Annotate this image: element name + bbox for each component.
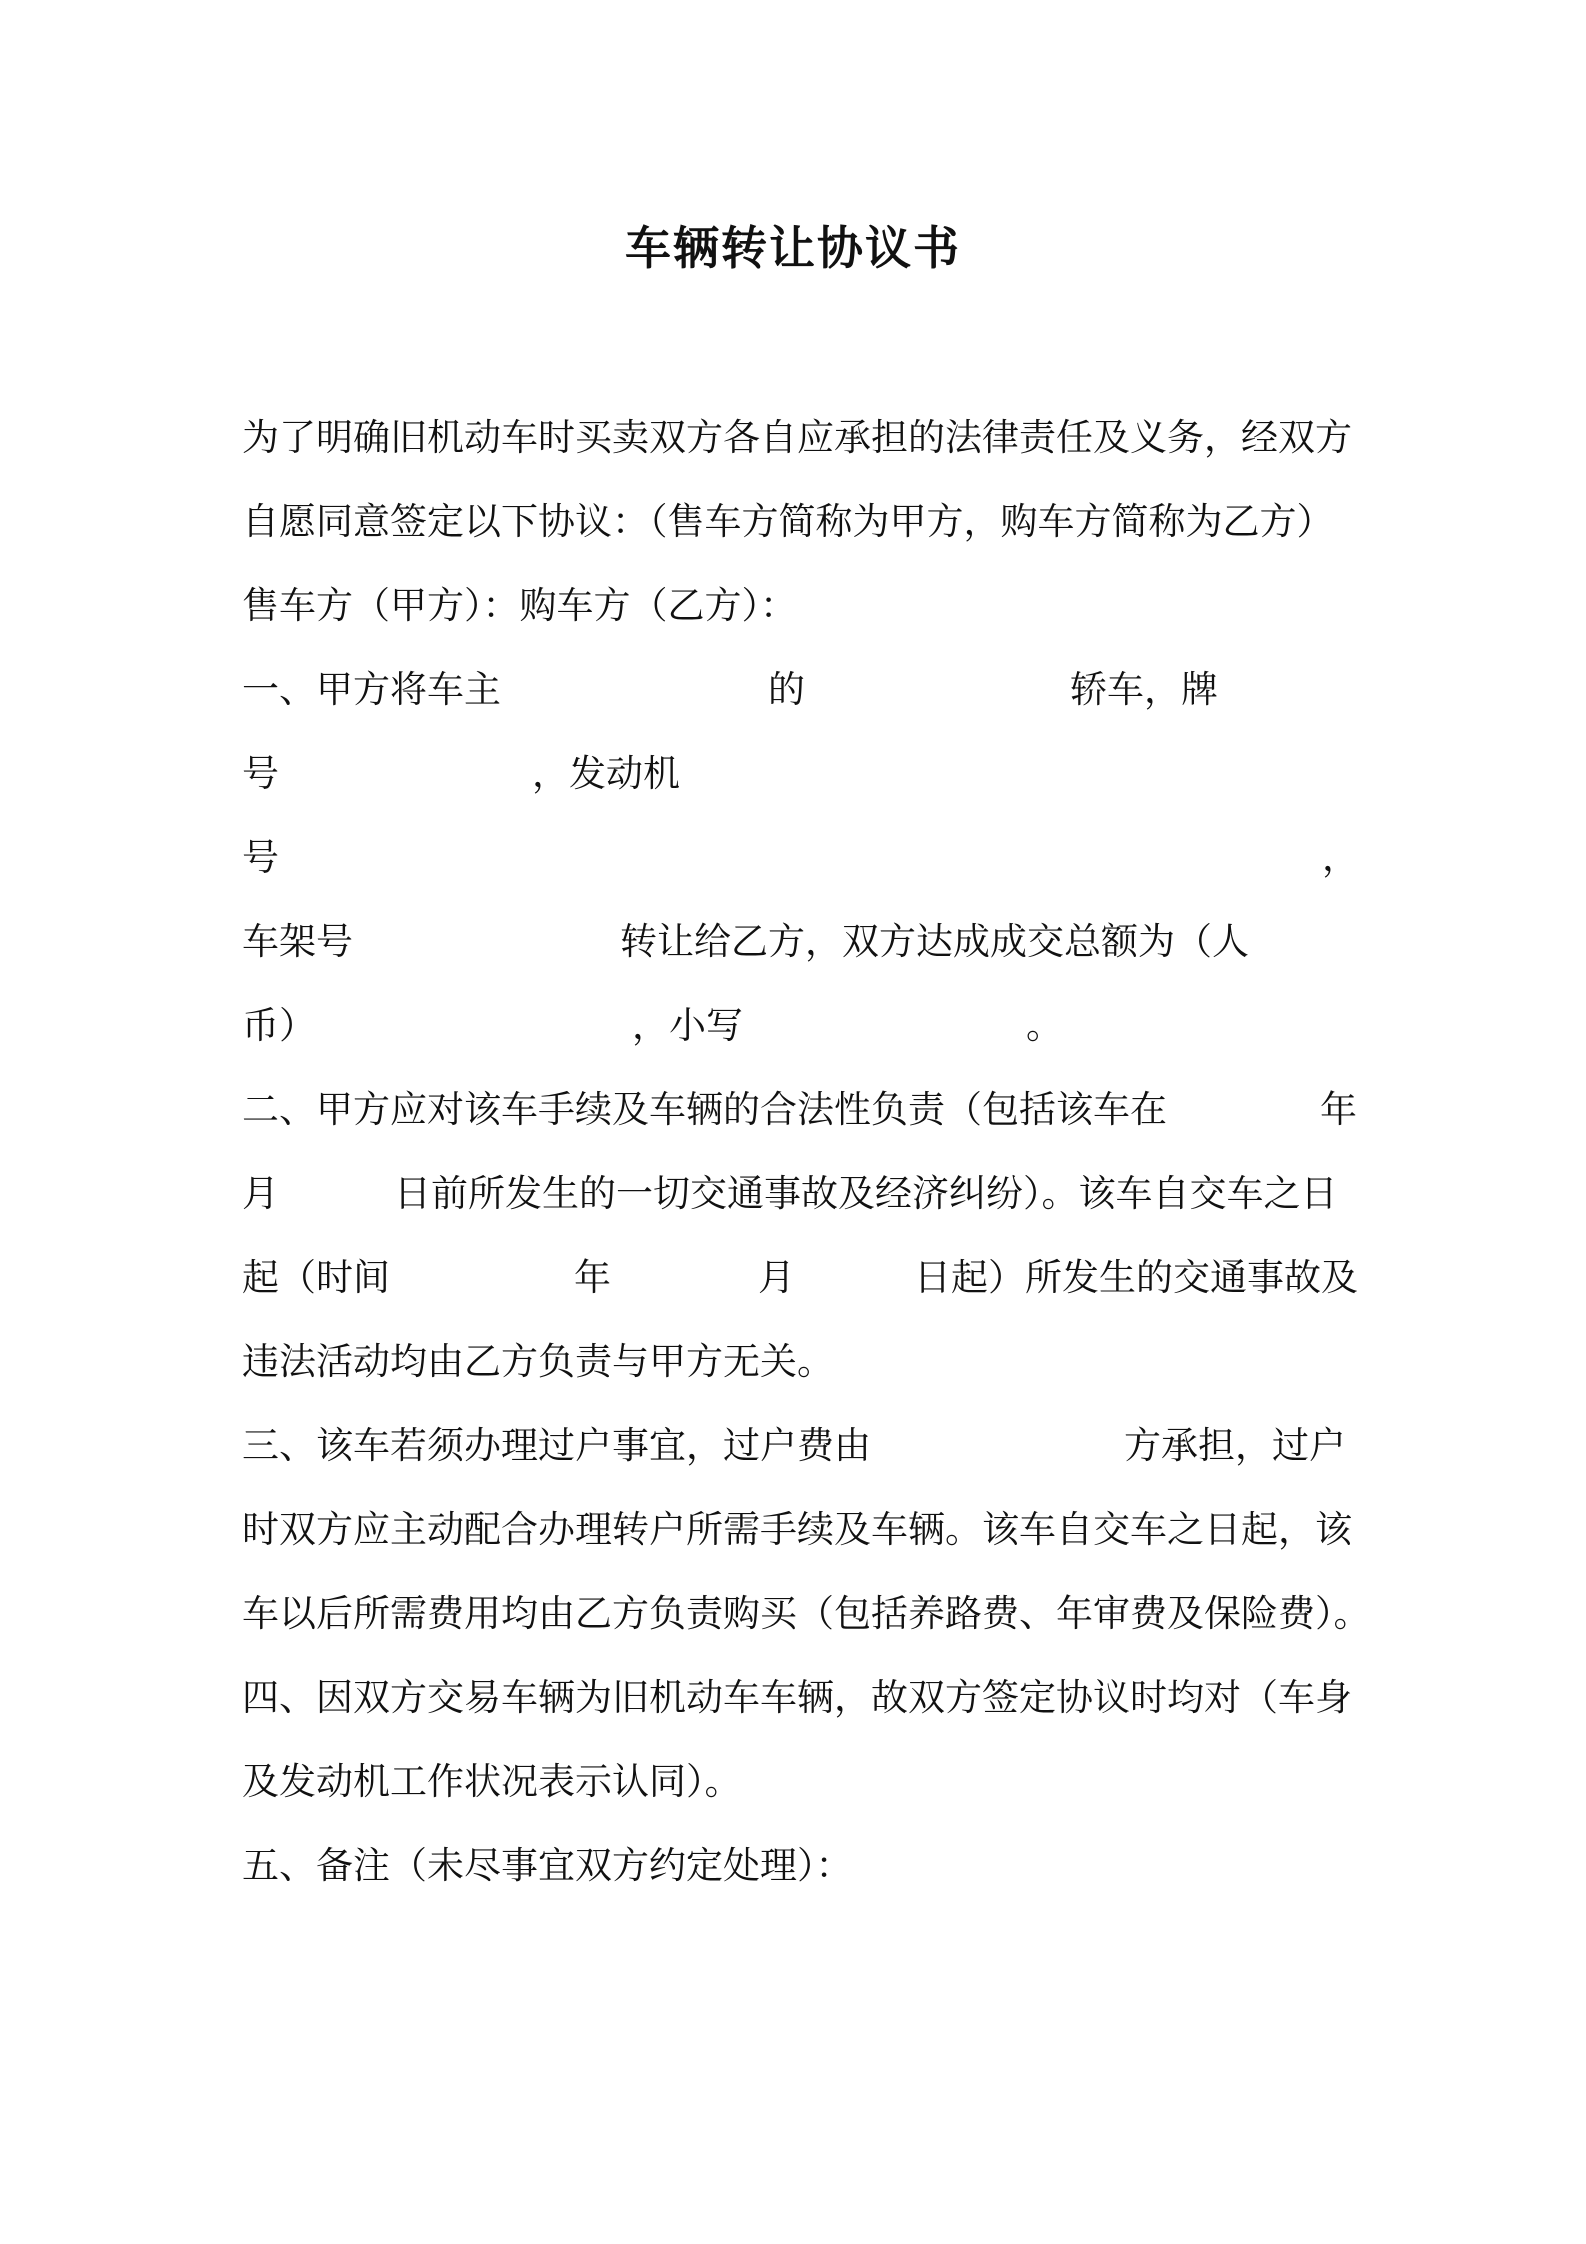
clause-1-of: 的	[768, 668, 805, 711]
clause-3-text-3: 车以后所需费用均由乙方负责购买（包括养路费、年审费及保险费）。	[242, 1592, 1371, 1635]
intro-text-2: 自愿同意签定以下协议：（售车方简称为甲方，购车方简称为乙方）	[242, 500, 1334, 543]
clause-4-text-2: 及发动机工作状况表示认同）。	[242, 1760, 742, 1803]
clause-2-year-2: 年	[574, 1256, 611, 1299]
clause-1-car: 轿车，牌	[1070, 668, 1218, 711]
clause-2-text-4: 违法活动均由乙方负责与甲方无关。	[242, 1340, 834, 1383]
clause-2-text-3: 日起）所发生的交通事故及	[914, 1256, 1358, 1299]
clause-1-prefix: 一、甲方将车主	[242, 668, 501, 711]
clause-4-text-1: 四、因双方交易车辆为旧机动车车辆，故双方签定协议时均对（车身	[242, 1676, 1352, 1719]
clause-1-transfer-text: 转让给乙方，双方达成成交总额为（人	[620, 920, 1249, 963]
clause-1-engine-label: ，发动机	[532, 752, 680, 795]
clause-3-text-2: 时双方应主动配合办理转户所需手续及车辆。该车自交车之日起，该	[242, 1508, 1352, 1551]
clause-1-comma: ，	[1322, 836, 1359, 879]
clause-2-text-1: 二、甲方应对该车手续及车辆的合法性负责（包括该车在	[242, 1088, 1167, 1131]
clause-1-lower-label: ，小写	[632, 1004, 743, 1047]
clause-5-remarks: 五、备注（未尽事宜双方约定处理）：	[242, 1844, 853, 1887]
clause-2-month-2: 月	[758, 1256, 795, 1299]
parties-line: 售车方（甲方）：购车方（乙方）：	[242, 584, 797, 627]
clause-2-text-2: 日前所发生的一切交通事故及经济纠纷）。该车自交车之日	[394, 1172, 1338, 1215]
clause-1-engine-number-label: 号	[242, 836, 279, 879]
clause-3-bearer: 方承担，过户	[1124, 1424, 1346, 1467]
intro-text-1: 为了明确旧机动车时买卖双方各自应承担的法律责任及义务，经双方	[242, 416, 1352, 459]
clause-1-period: 。	[1026, 1004, 1063, 1047]
clause-1-plate-label: 号	[242, 752, 279, 795]
document-title: 车辆转让协议书	[625, 221, 961, 275]
clause-3-text-1: 三、该车若须办理过户事宜，过户费由	[242, 1424, 871, 1467]
clause-2-year-1: 年	[1320, 1088, 1357, 1131]
clause-2-time-start: 起（时间	[242, 1256, 390, 1299]
clause-1-frame-label: 车架号	[242, 920, 353, 963]
clause-2-month-1: 月	[242, 1172, 279, 1215]
clause-1-currency: 币）	[242, 1004, 316, 1047]
